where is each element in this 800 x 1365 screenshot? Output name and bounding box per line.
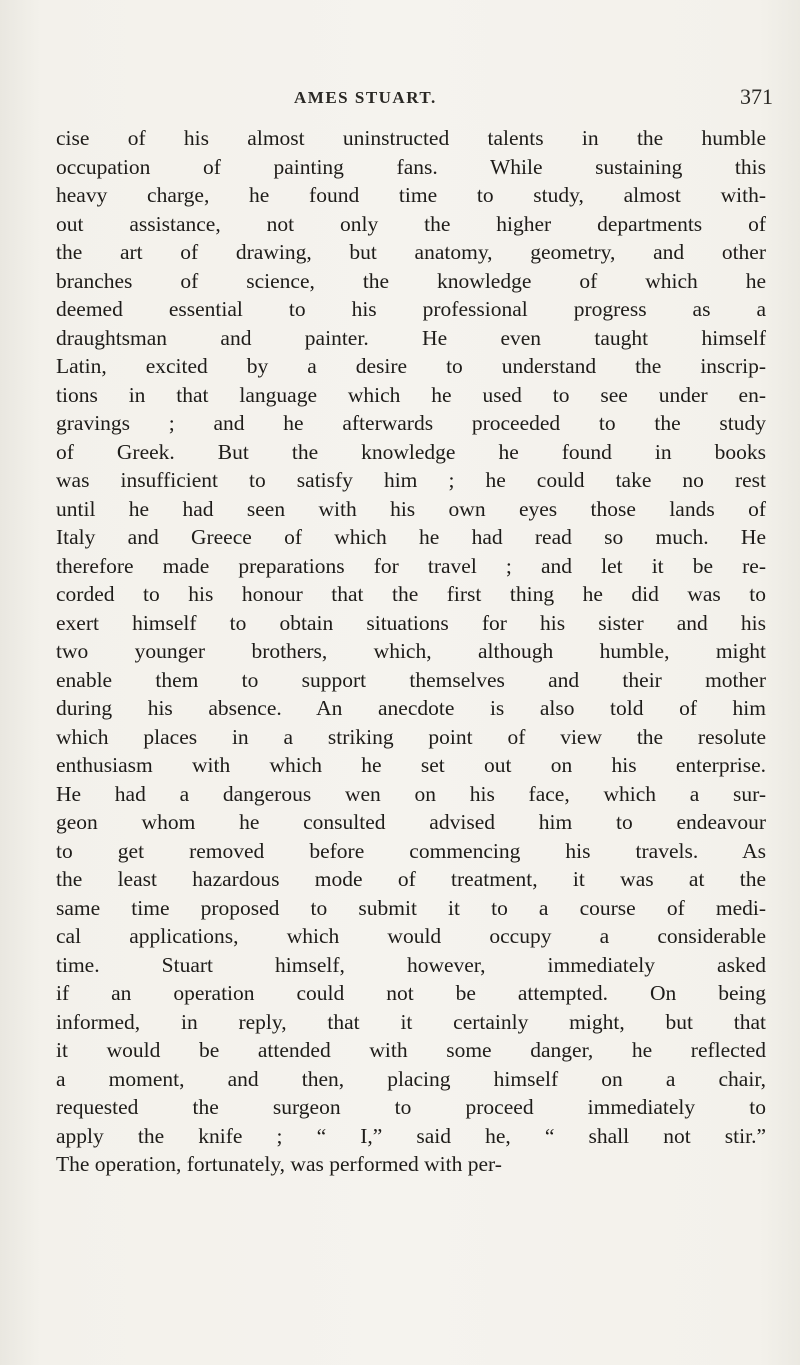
running-head [0,84,800,112]
text-line: until he had seen with his own eyes those lands of [56,496,766,521]
text-line: the least hazardous mode of treatment, it was at the [56,867,766,891]
text-line: The operation, fortunately, was performed with per- [56,1152,502,1176]
text-line: it would be attended with some danger, he reflected [56,1038,766,1062]
running-title: AMES STUART. [294,88,437,107]
text-line: the art of drawing, but anatomy, geometry, and other [56,240,766,264]
text-line: corded to his honour that the first thing he did was to [56,582,766,606]
text-line: cal applications, which would occupy a considerable [56,924,766,948]
text-line: during his absence. An anecdote is also told of him [56,696,766,720]
text-line: He had a dangerous wen on his face, which a sur- [56,781,766,806]
text-line: informed, in reply, that it certainly might, but that [56,1009,766,1034]
text-line: draughtsman and painter. He even taught himself [56,325,766,350]
text-line: occupation of painting fans. While sustaining this [56,154,766,179]
text-line: gravings ; and he afterwards proceeded to the study [56,411,766,435]
text-line: two younger brothers, which, although humble, might [56,639,766,663]
text-line: to get removed before commencing his travels. As [56,838,766,863]
text-line: Latin, excited by a desire to understand the inscrip- [56,354,766,378]
text-line: was insufficient to satisfy him ; he could take no rest [56,468,766,492]
text-line: cise of his almost uninstructed talents in the humble [56,126,766,150]
text-line: of Greek. But the knowledge he found in books [56,439,766,464]
text-line: tions in that language which he used to see under en- [56,382,766,407]
text-line: exert himself to obtain situations for his sister and his [56,610,766,635]
text-line: Italy and Greece of which he had read so much. He [56,525,766,549]
text-line: deemed essential to his professional progress as a [56,297,766,321]
text-line: if an operation could not be attempted. On being [56,981,766,1005]
text-line: enable them to support themselves and their mother [56,667,766,692]
text-line: time. Stuart himself, however, immediately asked [56,952,766,977]
text-line: therefore made preparations for travel ; and let it be re- [56,553,766,578]
text-line: apply the knife ; “ I,” said he, “ shall not stir.” [56,1123,766,1148]
text-line: heavy charge, he found time to study, almost with- [56,183,766,207]
text-line: requested the surgeon to proceed immediately to [56,1095,766,1119]
text-line: a moment, and then, placing himself on a chair, [56,1066,766,1091]
text-line: geon whom he consulted advised him to endeavour [56,810,766,834]
text-line: enthusiasm with which he set out on his enterprise. [56,753,766,777]
page-number: 371 [740,84,773,109]
text-line: which places in a striking point of view the resolute [56,724,766,749]
text-line: same time proposed to submit it to a course of medi- [56,895,766,920]
text-line: branches of science, the knowledge of which he [56,268,766,293]
body-text [56,124,766,1179]
text-line: out assistance, not only the higher departments of [56,211,766,236]
